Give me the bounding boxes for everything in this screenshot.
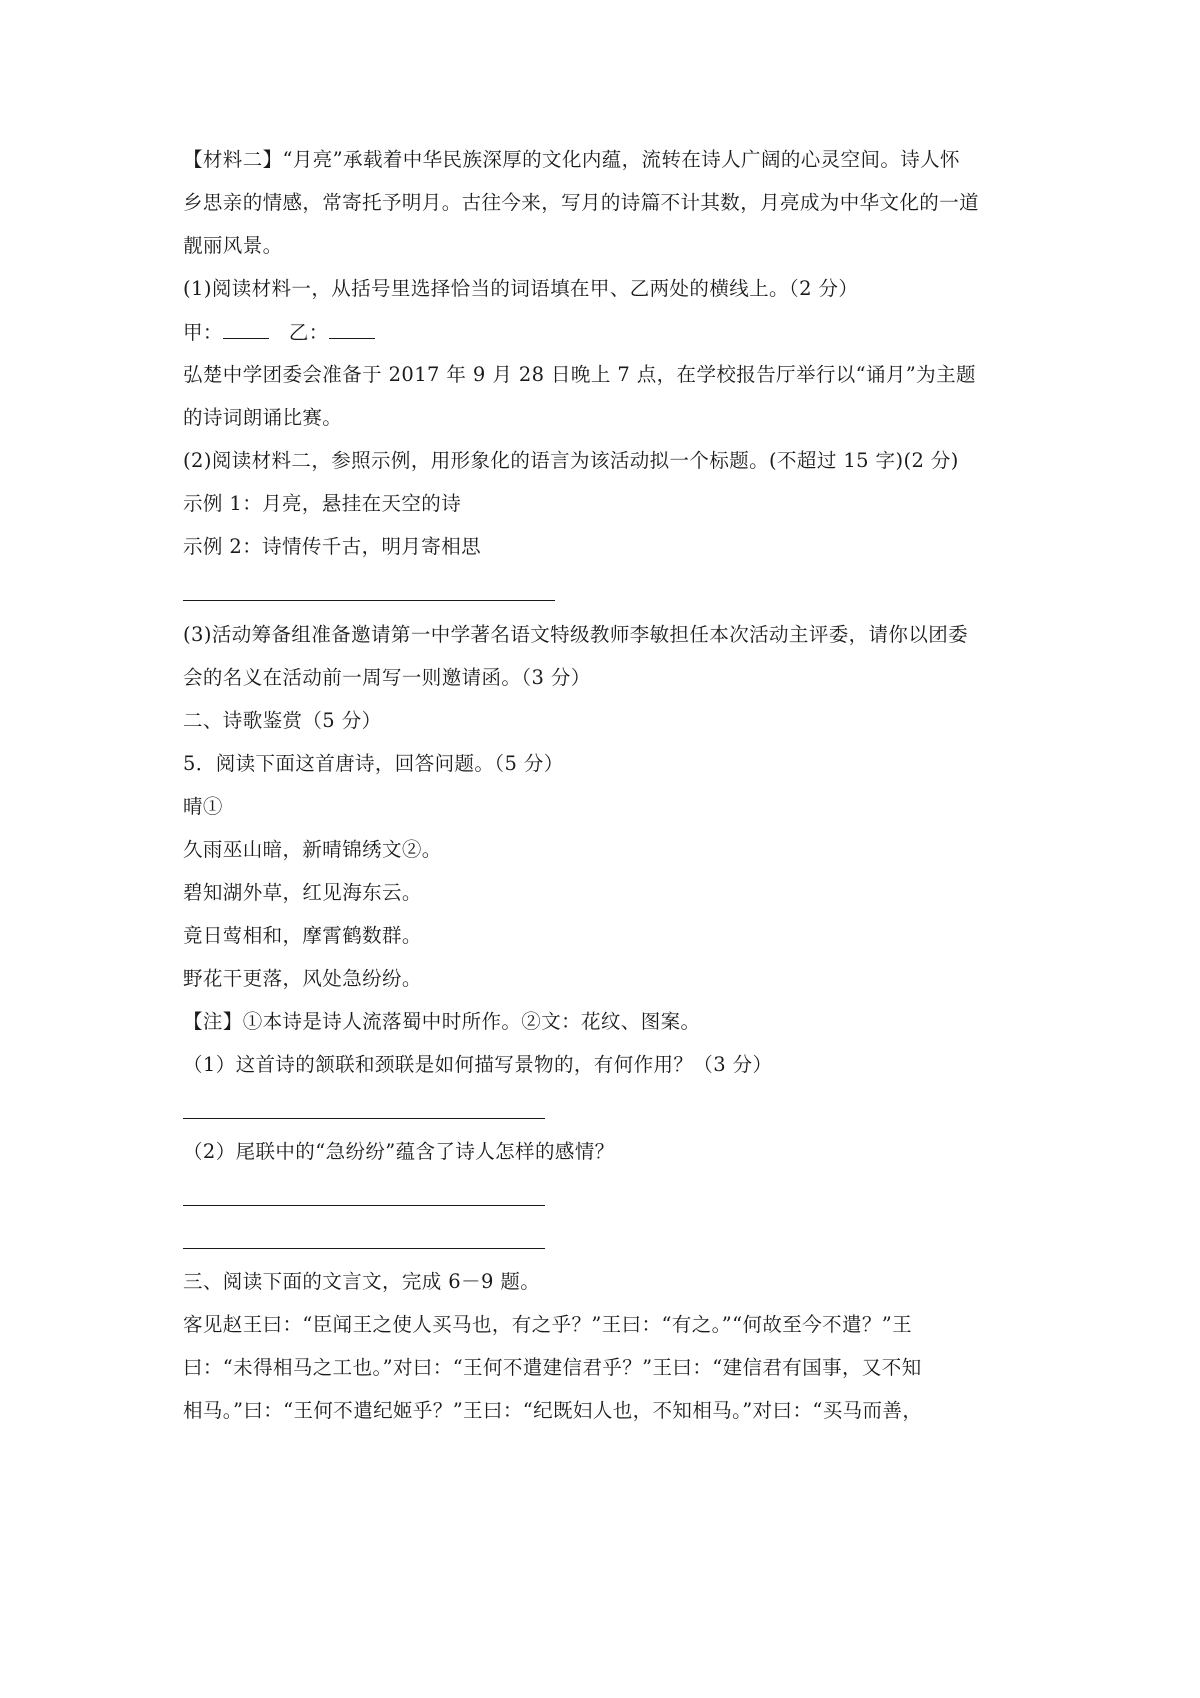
- question-3-line-1: (3)活动筹备组准备邀请第一中学著名语文特级教师李敏担任本次活动主评委，请你以团委: [183, 623, 969, 646]
- example-2: 示例 2：诗情传千古，明月寄相思: [183, 535, 482, 558]
- event-line-1: 弘楚中学团委会准备于 2017 年 9 月 28 日晚上 7 点，在学校报告厅举行以“诵月”为主题: [183, 363, 976, 386]
- poem-line-3: 竟日莺相和，摩霄鹤数群。: [183, 924, 422, 947]
- question-1-prompt: (1)阅读材料一，从括号里选择恰当的词语填在甲、乙两处的横线上。（2 分）: [183, 277, 859, 300]
- sub-question-1: （1）这首诗的颔联和颈联是如何描写景物的，有何作用？（3 分）: [183, 1053, 773, 1076]
- event-line-2: 的诗词朗诵比赛。: [183, 406, 343, 429]
- jia-label: 甲：: [183, 321, 223, 344]
- sub-question-1-answer-line[interactable]: [183, 1118, 545, 1119]
- example-1: 示例 1：月亮，悬挂在天空的诗: [183, 492, 462, 515]
- poem-note: 【注】①本诗是诗人流落蜀中时所作。②文：花纹、图案。: [183, 1010, 701, 1033]
- yi-label: 乙：: [288, 321, 329, 344]
- sub-question-2: （2）尾联中的“急纷纷”蕴含了诗人怎样的感情？: [183, 1140, 615, 1163]
- material2-line-2: 乡思亲的情感，常寄托予明月。古往今来，写月的诗篇不计其数，月亮成为中华文化的一道: [183, 191, 980, 214]
- question-5-prompt: 5．阅读下面这首唐诗，回答问题。（5 分）: [183, 752, 564, 775]
- material2-line-3: 靓丽风景。: [183, 234, 283, 257]
- poem-title: 晴①: [183, 795, 223, 818]
- sub-question-2-answer-line-2[interactable]: [183, 1248, 545, 1249]
- section-2-heading: 二、诗歌鉴赏（5 分）: [183, 709, 382, 732]
- question-2-answer-line[interactable]: [183, 600, 555, 601]
- question-3-line-2: 会的名义在活动前一周写一则邀请函。（3 分）: [183, 666, 591, 689]
- jia-answer-blank[interactable]: [223, 318, 269, 339]
- poem-line-2: 碧知湖外草，红见海东云。: [183, 881, 422, 904]
- section-3-heading: 三、阅读下面的文言文，完成 6－9 题。: [183, 1270, 541, 1293]
- poem-line-4: 野花干更落，风处急纷纷。: [183, 967, 422, 990]
- classical-text-line-2: 曰：“未得相马之工也。”对曰：“王何不遣建信君乎？”王曰：“建信君有国事，又不知: [183, 1356, 922, 1379]
- question-2-prompt: (2)阅读材料二，参照示例，用形象化的语言为该活动拟一个标题。(不超过 15 字)(2 分): [183, 449, 959, 472]
- material2-line-1: 【材料二】“月亮”承载着中华民族深厚的文化内蕴，流转在诗人广阔的心灵空间。诗人怀: [183, 148, 960, 171]
- classical-text-line-3: 相马。”曰：“王何不遣纪姬乎？”王曰：“纪既妇人也，不知相马。”对曰：“买马而善，: [183, 1399, 923, 1422]
- question-1-answer-row: [183, 318, 375, 347]
- sub-question-2-answer-line-1[interactable]: [183, 1205, 545, 1206]
- classical-text-line-1: 客见赵王曰：“臣闻王之使人买马也，有之乎？”王曰：“有之。”“何故至今不遣？”王: [183, 1313, 913, 1336]
- poem-line-1: 久雨巫山暗，新晴锦绣文②。: [183, 838, 442, 861]
- yi-answer-blank[interactable]: [329, 318, 375, 339]
